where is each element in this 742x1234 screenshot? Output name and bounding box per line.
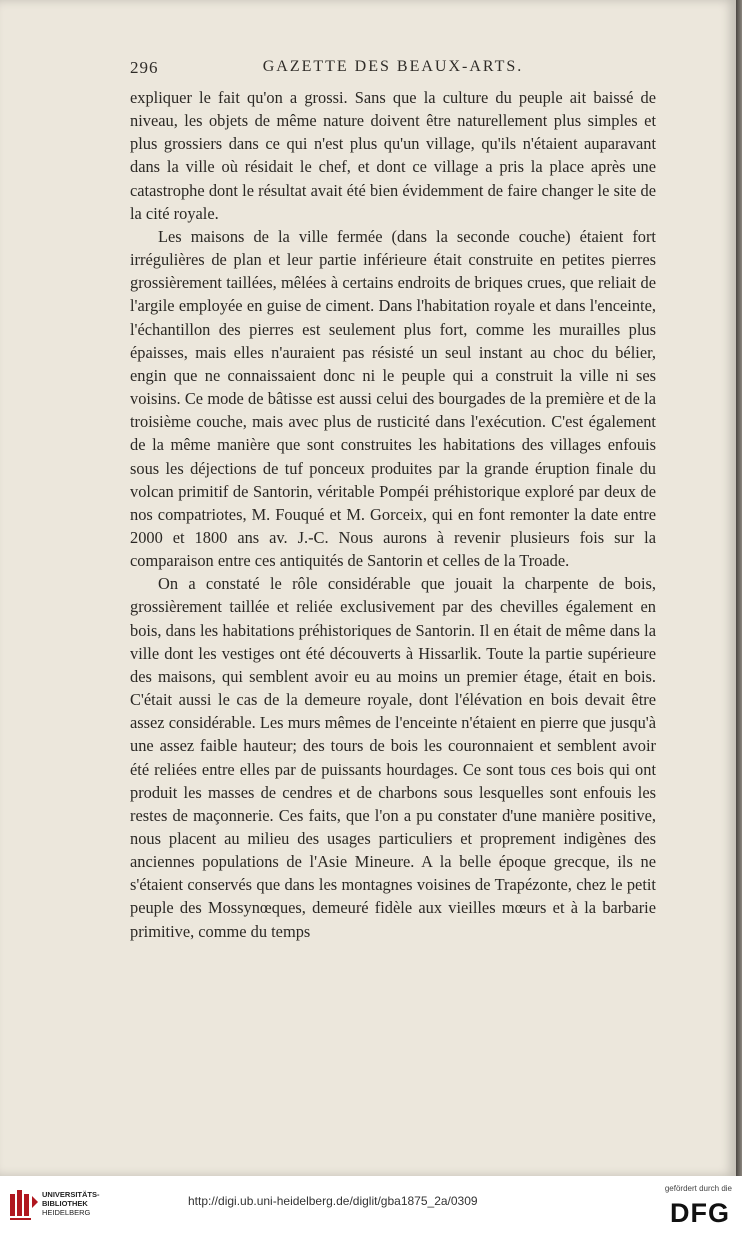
paragraph-3: On a constaté le rôle considérable que jouait la charpente de bois, grossièrement taillée et reliée exclusivement par des chevilles également en bois, dans les habitations préhistoriques de Santorin. Il en était de même dans la ville dont les vestiges ont été découverts à Hissarlik. Toute la partie supérieure des maisons, qui semblent avoir eu au moins un premier étage, était en bois. C'était aussi le cas de la demeure royale, dont l'élévation en bois devait être assez considérable. Les murs mêmes de l'enceinte n'étaient en pierre que jusqu'à une assez faible hauteur; des tours de bois les couronnaient et semblent avoir été reliées entre elles par de puissants hourdages. Ce sont tous ces bois qui ont produit les masses de cendres et de charbons sous lesquelles sont enfouis les restes de maçonnerie. Ces faits, que l'on a pu constater d'une manière positive, nous placent au milieu des usages particuliers et proprement indigènes des anciennes populations de l'Asie Mineure. A la belle époque grecque, ils ne s'étaient conservés que dans les montagnes voisines de Trapézonte, chez le petit peuple des Mossynœques, demeuré fidèle aux vieilles mœurs et à la barbarie primitive, comme du temps	[130, 574, 656, 941]
university-library-logo-icon	[8, 1188, 40, 1222]
permalink-url[interactable]: http://digi.ub.uni-heidelberg.de/diglit/gba1875_2a/0309	[188, 1194, 478, 1208]
library-name-line1: UNIVERSITÄTS-	[42, 1190, 100, 1199]
body-text	[130, 86, 656, 943]
running-title: GAZETTE DES BEAUX-ARTS.	[262, 58, 524, 75]
page-edge-shadow	[736, 0, 742, 1176]
library-name-line3: HEIDELBERG	[42, 1208, 91, 1217]
page-header	[130, 58, 656, 82]
funded-by-label: gefördert durch die	[664, 1184, 732, 1193]
library-name-line2: BIBLIOTHEK	[42, 1199, 88, 1208]
page-number: 296	[130, 58, 159, 77]
paragraph-1: expliquer le fait qu'on a grossi. Sans que la culture du peuple ait baissé de niveau, les objets de même nature doivent être naturellement plus simples et plus grossiers dans ce qui n'est plus qu'un village, qu'ils n'étaient auparavant dans la ville où résidait le chef, et dont ce village a pris la place après une catastrophe dont le résultat avait été bien évidemment de faire changer le site de la cité royale.	[130, 88, 656, 223]
library-name	[42, 1190, 100, 1217]
paragraph-2: Les maisons de la ville fermée (dans la seconde couche) étaient fort irrégulières de plan et leur partie inférieure était construite en petites pierres grossièrement taillées, mêlées à certains endroits de briques crues, que reliait de l'argile employée en guise de ciment. Dans l'habitation royale et dans l'enceinte, l'échantillon des pierres est seulement plus fort, comme les murailles plus épaisses, mais elles n'auraient pas résisté un seul instant au choc du bélier, engin que ne connaissaient donc ni le peuple qui a construit la ville ni ses voisins. Ce mode de bâtisse est aussi celui des bourgades de la première et de la troisième couche, mais avec plus de rusticité dans l'exécution. C'est également de la même manière que sont construites les habitations des villages enfouis sous les déjections de tuf ponceux produites par la grande éruption finale du volcan primitif de Santorin, véritable Pompéi préhistorique exploré par deux de nos compatriotes, M. Fouqué et M. Gorceix, qui en font remonter la date entre 2000 et 1800 ans av. J.-C. Nous aurons à revenir plusieurs fois sur la comparaison entre ces antiquités de Santorin et celles de la Troade.	[130, 226, 656, 571]
dfg-logo: DFG	[670, 1198, 730, 1228]
viewer-footer	[0, 1176, 742, 1234]
